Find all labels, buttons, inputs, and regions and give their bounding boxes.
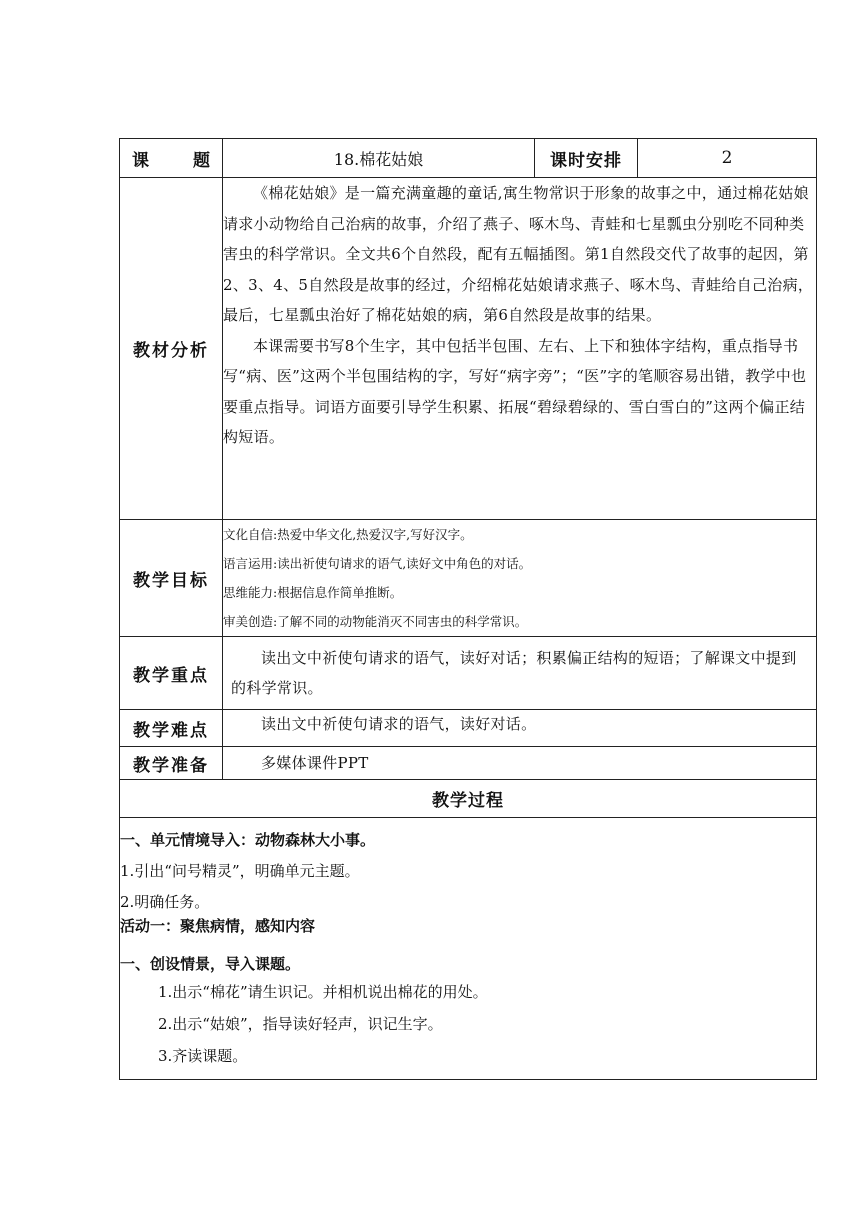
goal-item: 思维能力:根据信息作简单推断。 [223, 585, 403, 600]
analysis-label: 教材分析 [120, 178, 223, 520]
preparation-content [223, 747, 817, 780]
goal-item: 审美创造:了解不同的动物能消灭不同害虫的科学常识。 [223, 614, 528, 629]
header-row [120, 139, 817, 178]
lesson-plan-table [119, 138, 817, 1080]
goal-item: 文化自信:热爱中华文化,热爱汉字,写好汉字。 [223, 527, 473, 542]
analysis-paragraph-2: 本课需要书写8个生字，其中包括半包围、左右、上下和独体字结构，重点指导书写“病、医”这两个半包围结构的字，写好“病字旁”；“医”字的笔顺容易出错，教学中也要重点指导。词语方面要引导学生积累、拓展“碧绿碧绿的、雪白雪白的”这两个偏正结构短语。 [223, 336, 807, 446]
analysis-paragraph-1: 《棉花姑娘》是一篇充满童趣的童话,寓生物常识于形象的故事之中，通过棉花姑娘请求小动物给自己治病的故事，介绍了燕子、啄木鸟、青蛙和七星瓢虫分别吃不同种类害虫的科学常识。全文共6个自然段，配有五幅插图。第1自然段交代了故事的起因，第2、3、4、5自然段是故事的经过，介绍棉花姑娘请求燕子、啄木鸟、青蛙给自己治病，最后，七星瓢虫治好了棉花姑娘的病，第6自然段是故事的结果。 [223, 184, 814, 324]
lesson-title: 18.棉花姑娘 [333, 149, 424, 169]
key-points-text: 读出文中祈使句请求的语气，读好对话；积累偏正结构的短语；了解课文中提到的科学常识。 [231, 648, 797, 697]
section-step: 3.齐读课题。 [158, 1047, 248, 1065]
preparation-text: 多媒体课件PPT [261, 753, 369, 772]
hours-value: 2 [638, 139, 817, 178]
process-heading-row [120, 780, 817, 818]
analysis-content [223, 178, 817, 520]
difficulties-content [223, 710, 817, 747]
difficulties-label: 教学难点 [120, 710, 223, 747]
difficulties-row [120, 710, 817, 747]
activity-heading: 活动一：聚焦病情，感知内容 [120, 917, 316, 935]
preparation-label: 教学准备 [120, 747, 223, 780]
unit-step: 2.明确任务。 [120, 893, 210, 911]
key-points-row [120, 637, 817, 710]
hours-label: 课时安排 [535, 139, 638, 178]
topic-label-char-1: 课 [132, 150, 151, 171]
unit-step: 1.引出“问号精灵”，明确单元主题。 [120, 862, 360, 880]
key-points-label: 教学重点 [120, 637, 223, 710]
process-content [120, 818, 817, 1080]
preparation-row [120, 747, 817, 780]
difficulties-text: 读出文中祈使句请求的语气，读好对话。 [261, 715, 537, 733]
goals-label: 教学目标 [120, 520, 223, 637]
process-body-row [120, 818, 817, 1080]
goals-row [120, 520, 817, 637]
goal-item: 语言运用:读出祈使句请求的语气,读好文中角色的对话。 [223, 556, 532, 571]
key-points-content [223, 637, 817, 710]
topic-label-char-2: 题 [193, 150, 212, 171]
section-heading: 一、创设情景，导入课题。 [120, 955, 301, 973]
section-step: 2.出示“姑娘”，指导读好轻声，识记生字。 [158, 1015, 443, 1033]
section-step: 1.出示“棉花”请生识记。并相机说出棉花的用处。 [158, 983, 488, 1001]
unit-heading: 一、单元情境导入：动物森林大小事。 [120, 831, 376, 849]
topic-value-cell [223, 139, 535, 178]
topic-label-cell [120, 139, 223, 178]
analysis-row [120, 178, 817, 520]
goals-content [223, 520, 817, 637]
process-heading: 教学过程 [120, 780, 817, 818]
